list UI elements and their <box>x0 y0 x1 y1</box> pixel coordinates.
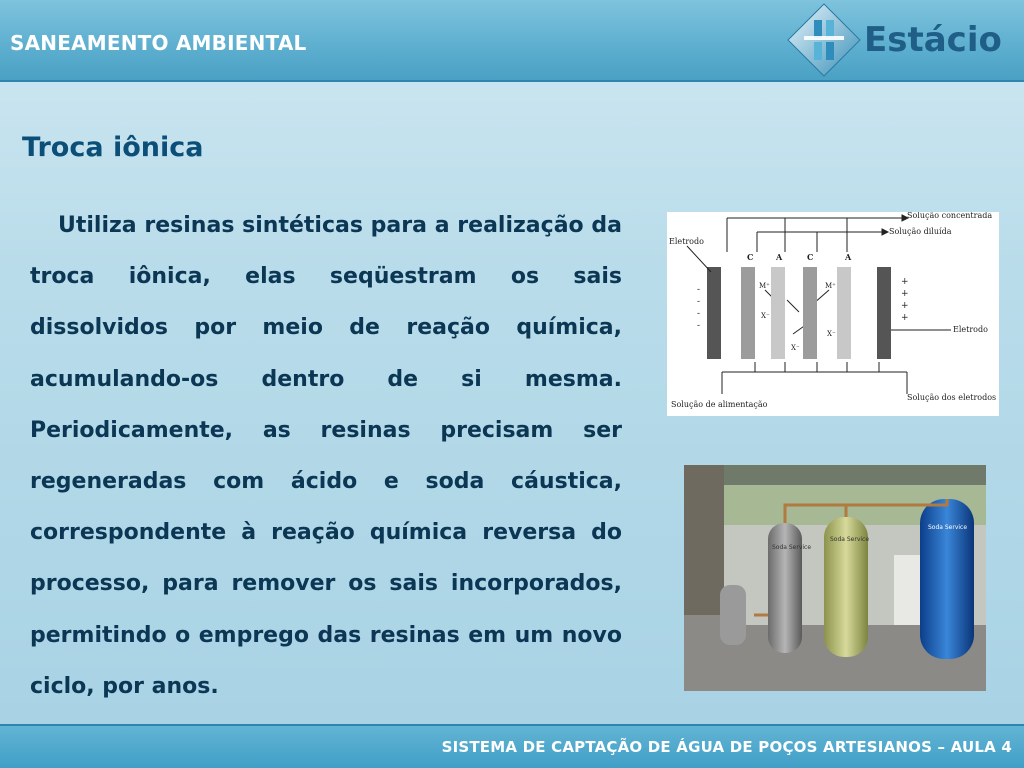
label-m1: M⁺ <box>759 282 770 290</box>
svg-text:+: + <box>901 277 909 287</box>
photo-svg <box>684 465 986 691</box>
diagram-svg <box>667 212 999 416</box>
svg-text:+: + <box>901 289 909 299</box>
label-solucao-concentrada: Solução concentrada <box>907 212 993 220</box>
footer-text: SISTEMA DE CAPTAÇÃO DE ÁGUA DE POÇOS ARTESIANOS – AULA 4 <box>441 738 1012 756</box>
svg-text:-: - <box>697 297 701 307</box>
label-c1: C <box>747 252 754 262</box>
course-title: SANEAMENTO AMBIENTAL <box>10 31 307 55</box>
label-eletrodo-right: Eletrodo <box>953 325 988 334</box>
slide-title: Troca iônica <box>22 132 204 163</box>
svg-text:-: - <box>697 321 701 331</box>
label-a2: A <box>845 252 852 262</box>
svg-text:-: - <box>697 309 701 319</box>
body-paragraph: Utiliza resinas sintéticas para a realização da troca iônica, elas seqüestram os sais dissolvidos por meio de reação química, acumulando-os dentro de si mesma. Periodicamente, as resinas precisam ser regeneradas com ácido e soda cáustica, correspondente à reação química reversa do processo, para remover os sais incorporados, permitindo o emprego das resinas em um novo ciclo, por anos. <box>30 213 622 699</box>
tank-label-2: Soda Service <box>830 536 870 543</box>
label-solucao-eletrodos: Solução dos eletrodos <box>907 393 997 402</box>
electrodialysis-diagram <box>667 212 999 416</box>
label-m2: M⁺ <box>825 282 836 290</box>
label-x1: X⁻ <box>761 312 770 320</box>
label-x2: X⁻ <box>827 330 836 338</box>
label-x3: X⁻ <box>791 344 800 352</box>
logo-text: Estácio <box>864 20 1002 60</box>
tank-label-3: Soda Service <box>928 524 968 531</box>
svg-text:+: + <box>901 313 909 323</box>
estacio-logo <box>786 2 1016 78</box>
label-eletrodo-left: Eletrodo <box>669 237 704 246</box>
footer-bar <box>0 724 1024 768</box>
label-c2: C <box>807 252 814 262</box>
svg-text:-: - <box>697 285 701 295</box>
tank-label-1: Soda Service <box>772 544 812 551</box>
label-solucao-alimentacao: Solução de alimentação <box>671 400 768 409</box>
resin-tanks-photo <box>684 465 986 691</box>
logo-emblem-icon <box>786 2 866 78</box>
header-bar <box>0 0 1024 82</box>
svg-text:+: + <box>901 301 909 311</box>
label-a1: A <box>776 252 783 262</box>
label-solucao-diluida: Solução diluída <box>889 227 952 236</box>
